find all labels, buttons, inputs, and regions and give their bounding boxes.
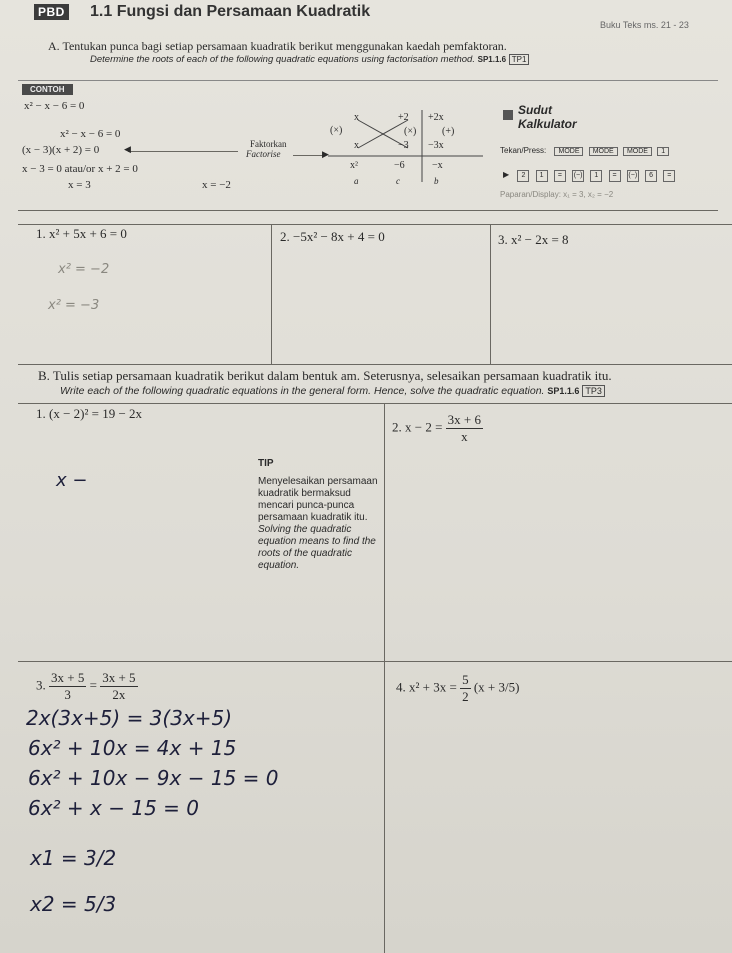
fraction: $\frac{5}{2}$ [462,672,469,704]
diagram-label: x [354,112,359,123]
calc-key: 1 [657,147,669,156]
calc-key: = [663,170,675,182]
handwriting-b3-root1: x1 = 3/2 [30,846,117,870]
arrow-line-right [293,155,323,156]
faktorkan-label: Faktorkan [250,139,287,149]
tip-title: TIP [258,458,274,469]
diagram-label: x² [350,160,358,171]
handwriting-a1-line2: x² = −3 [48,298,100,313]
example-line-5: x = 3 [68,179,91,191]
diagram-label: (+) [442,126,455,137]
bgrid-divider-bottom [384,661,385,953]
calc-key-row-1 [500,146,672,156]
section-a-instruction: A. Tentukan punca bagi setiap persamaan kuadratik berikut menggunakan kaedah pemfaktoran. [48,39,507,53]
handwriting-b3-line4: 6x² + x − 15 = 0 [28,796,200,820]
pbd-badge: PBD [34,4,69,20]
ref-code: SP1.1.6 [547,386,580,396]
calc-key: 2 [517,170,529,182]
section-b-instruction: B. Tulis setiap persamaan kuadratik berikut dalam bentuk am. Seterusnya, selesaikan persamaan kuadratik itu. [38,368,612,383]
example-line-3: (x − 3)(x + 2) = 0 [22,144,100,156]
question-b1: 1. (x − 2)² = 19 − 2x [36,406,143,421]
calc-key: (−) [572,170,584,182]
fraction: $\frac{3x + 5}{2x}$ [102,670,136,702]
calc-key: = [554,170,566,182]
example-line-1: x² − x − 6 = 0 [24,100,85,112]
bgrid-middle [18,661,732,662]
textbook-reference: Buku Teks ms. 21 - 23 [600,20,689,30]
section-b-instruction-en: Write each of the following quadratic equations in the general form. Hence, solve the quadratic equation. SP1.1.6 TP3 [60,385,730,397]
diagram-label: −6 [394,160,405,171]
question-b3: 3. $\frac{3x + 5}{3}$ = $\frac{3x + 5}{2x}$ [36,670,136,702]
calculator-icon [503,110,513,120]
calc-key: 6 [645,170,657,182]
play-icon: ▶ [503,170,510,179]
tp-badge: TP1 [509,54,530,65]
kalkulator-title: Kalkulator [518,117,577,131]
qgrid-bottom [18,364,732,365]
calc-key: 1 [536,170,548,182]
question-b2: 2. x − 2 = $\frac{3x + 6}{x}$ [392,412,482,444]
calc-key: MODE [554,147,583,156]
diagram-label: −3 [398,140,409,151]
contoh-label: CONTOH [22,84,73,95]
question-b4: 4. x² + 3x = $\frac{5}{2}$ (x + 3/5) [396,672,520,704]
diagram-label: −3x [428,140,444,151]
arrow-left-icon: ◀ [124,144,131,154]
qgrid-divider-2 [490,224,491,364]
arrow-right-icon: ▶ [322,149,329,159]
handwriting-b3-line3: 6x² + 10x − 9x − 15 = 0 [28,766,279,790]
question-a3: 3. x² − 2x = 8 [498,232,569,247]
handwriting-b3-line2: 6x² + 10x = 4x + 15 [28,736,237,760]
question-a2: 2. −5x² − 8x + 4 = 0 [280,229,385,244]
question-a1: 1. x² + 5x + 6 = 0 [36,226,127,241]
diagram-label: a [354,176,359,186]
calc-key: = [609,170,621,182]
calc-press-label: Tekan/Press: [500,146,547,155]
tip-text-en: Solving the quadratic equation means to find the roots of the quadratic equation. [258,524,376,571]
example-line-2: x² − x − 6 = 0 [60,128,121,140]
handwriting-b1: x − [56,470,88,491]
calc-key: MODE [623,147,652,156]
calc-key: (−) [627,170,639,182]
fraction: $\frac{3x + 5}{3}$ [51,670,85,702]
handwriting-a1-line1: x² = −2 [58,262,110,277]
diagram-label: +2 [398,112,409,123]
diagram-label: (×) [330,125,343,136]
example-line-6: x = −2 [202,179,231,191]
arrow-line-left [128,151,238,152]
diagram-label: b [434,176,439,186]
calc-display-result: Paparan/Display: x₁ = 3, x₂ = −2 [500,190,614,199]
example-line-4: x − 3 = 0 atau/or x + 2 = 0 [22,163,138,175]
tip-box [258,458,388,572]
handwriting-b3-root2: x2 = 5/3 [30,892,117,916]
section-a-instruction-en: Determine the roots of each of the following quadratic equations using factorisation method. SP1.1.6 TP1 [90,54,710,65]
calc-key: MODE [589,147,618,156]
bgrid-top [18,403,732,404]
diagram-label: c [396,176,400,186]
example-top-border [18,80,718,81]
page-title: 1.1 Fungsi dan Persamaan Kuadratik [90,3,371,20]
example-bottom-border [18,210,718,211]
diagram-label: +2x [428,112,444,123]
factorise-label: Factorise [246,149,281,159]
tp-badge: TP3 [582,385,605,397]
ref-code: SP1.1.6 [477,55,507,64]
diagram-label: −x [432,160,443,171]
calc-key-row-2 [503,170,679,182]
sudut-title: Sudut [518,103,552,117]
diagram-label: (×) [404,126,417,137]
fraction: $\frac{3x + 6}{x}$ [447,412,482,444]
qgrid-divider-1 [271,224,272,364]
tip-text-ms: Menyelesaikan persamaan kuadratik bermaksud mencari punca-punca persamaan kuadratik itu. [258,476,378,523]
calc-key: 1 [590,170,602,182]
diagram-label: x [354,140,359,151]
qgrid-top [18,224,732,225]
handwriting-b3-line1: 2x(3x+5) = 3(3x+5) [26,706,233,730]
